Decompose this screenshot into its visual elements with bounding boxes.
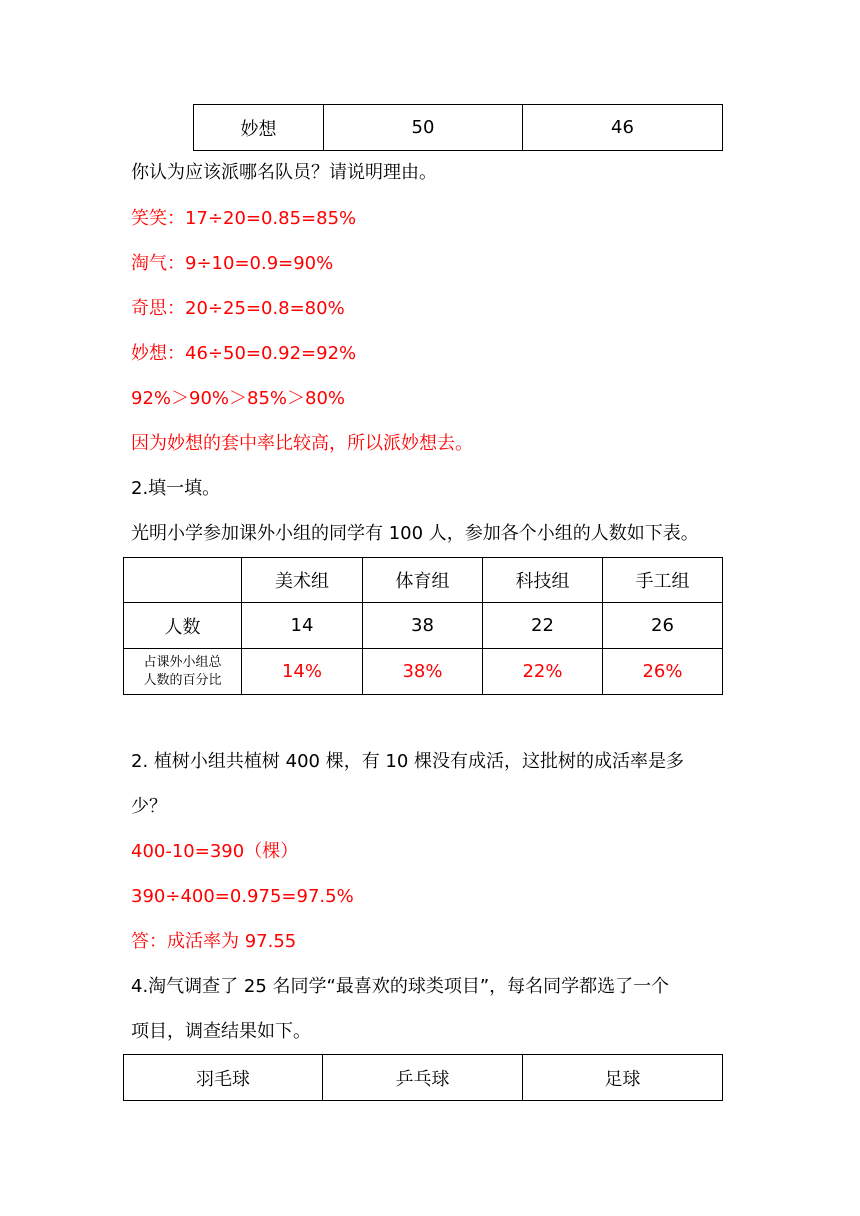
answer-line: 因为妙想的套中率比较高，所以派妙想去。 — [131, 433, 473, 454]
table-cell-answer: 22% — [483, 649, 603, 695]
table-cell-hits: 46 — [523, 105, 723, 151]
section-title: 2.填一填。 — [131, 478, 221, 499]
table-cell-answer: 26% — [603, 649, 723, 695]
answer-line: 400-10=390（棵） — [131, 841, 299, 862]
table-cell: 14 — [242, 603, 363, 649]
table-header-cell: 足球 — [523, 1055, 723, 1101]
table-cell: 38 — [363, 603, 483, 649]
table-cell-answer: 14% — [242, 649, 363, 695]
row-label-line: 占课外小组总 — [143, 654, 222, 670]
question-text: 项目，调查结果如下。 — [131, 1021, 311, 1042]
answer-line: 奇思：20÷25=0.8=80% — [131, 298, 345, 319]
question-text: 2. 植树小组共植树 400 棵，有 10 棵没有成活，这批树的成活率是多 — [131, 751, 685, 772]
question-text: 4.淘气调查了 25 名同学“最喜欢的球类项目”，每名同学都选了一个 — [131, 976, 670, 997]
table-header-cell: 乒乓球 — [323, 1055, 523, 1101]
table-row — [194, 105, 723, 151]
ball-table — [123, 1054, 723, 1101]
table-cell-total: 50 — [324, 105, 523, 151]
section-text: 光明小学参加课外小组的同学有 100 人，参加各个小组的人数如下表。 — [131, 523, 699, 544]
answer-line: 妙想：46÷50=0.92=92% — [131, 343, 357, 364]
table-header-cell: 手工组 — [603, 558, 723, 603]
answer-line: 答：成活率为 97.55 — [131, 931, 297, 952]
table-cell: 22 — [483, 603, 603, 649]
table-row — [124, 649, 723, 695]
table-header-cell: 美术组 — [242, 558, 363, 603]
table-header-cell: 科技组 — [483, 558, 603, 603]
table-header-blank — [124, 558, 242, 603]
answer-line: 390÷400=0.975=97.5% — [131, 886, 354, 907]
row-label-line: 人数的百分比 — [143, 672, 222, 688]
question-text: 少？ — [131, 796, 167, 817]
table-header-cell: 体育组 — [363, 558, 483, 603]
table-cell: 26 — [603, 603, 723, 649]
row-label: 人数 — [124, 603, 242, 649]
table-header-cell: 羽毛球 — [124, 1055, 323, 1101]
table-header-row — [124, 558, 723, 603]
answer-line: 淘气：9÷10=0.9=90% — [131, 253, 334, 274]
answer-line: 92%＞90%＞85%＞80% — [131, 388, 346, 409]
table-header-row — [124, 1055, 723, 1101]
table-cell-answer: 38% — [363, 649, 483, 695]
row-label — [124, 649, 242, 695]
answer-line: 笑笑：17÷20=0.85=85% — [131, 208, 357, 229]
table-cell-name: 妙想 — [194, 105, 324, 151]
question-text: 你认为应该派哪名队员？请说明理由。 — [131, 162, 437, 183]
group-table — [123, 557, 723, 695]
score-table — [193, 104, 723, 151]
table-row — [124, 603, 723, 649]
